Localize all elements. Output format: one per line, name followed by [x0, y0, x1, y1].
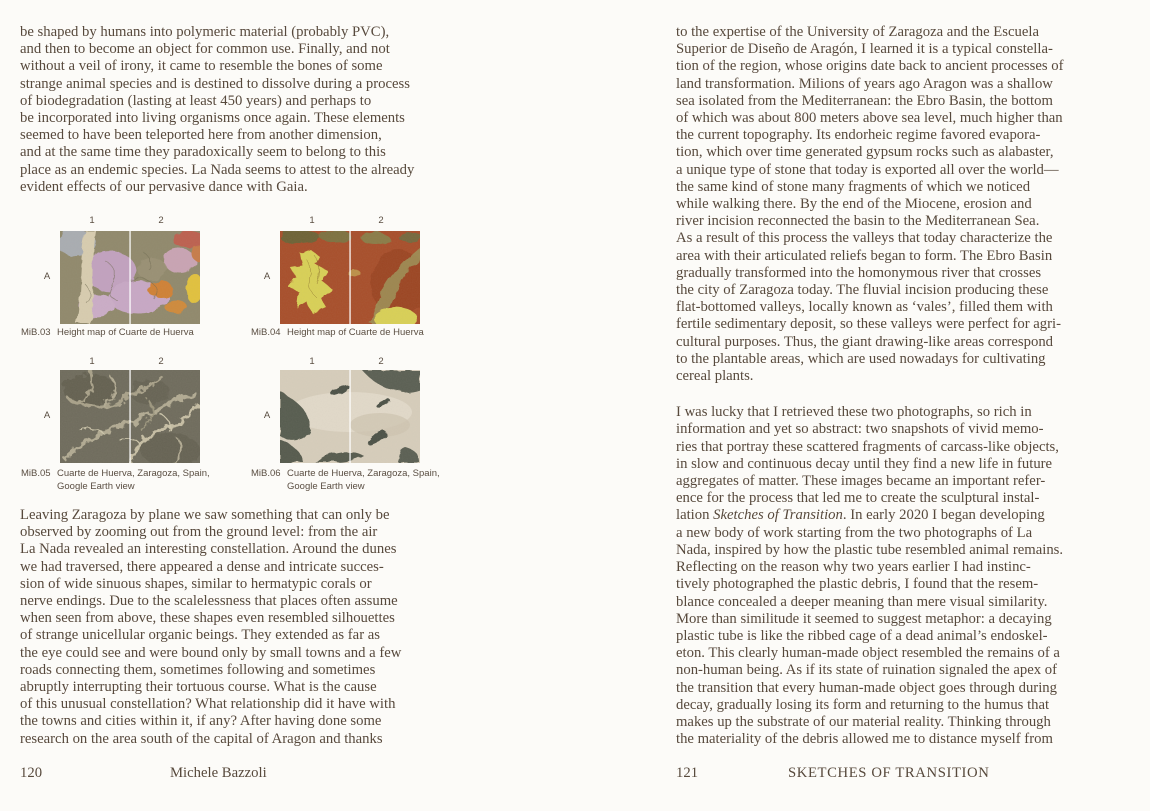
figure1-divider-line — [129, 231, 130, 324]
page-right-column — [676, 24, 1148, 748]
paragraph-right-2: I was lucky that I retrieved these two photographs, so rich in information and yet so abstract: two snapshots of vivid memo- ries that portray these scattered fragments of carcass-like objects, in slow and continuous decay until they find a new life in future aggregates of matter. These images became an important refer- ence for the process that led me to create the sculptural instal- lation Sketches of Transition. In early 2020 I began developing a new body of work starting from the two photographs of La Nada, inspired by how the plastic tube resembled animal remains. Reflecting on the reason why two years earlier I had instinc- tively photographed the plastic debris, I found that the resem- blance concealed a deeper meaning than mere visual similarity. More than similitude it seemed to suggest metaphor: a decaying plastic tube is like the ribbed cage of a dead animal’s endoskel- eton. This clearly human-made object resembled the remains of a non-human being. As if its state of ruination signaled the apex of the transition that every human-made object goes through during decay, gradually losing its form and returning to the humus that makes up the substrate of our material reality. Thinking through the materiality of the debris allowed me to distance myself from — [676, 404, 1064, 748]
figure2-id: MiB.04 — [251, 327, 281, 339]
height-map-image-mib03 — [60, 231, 200, 324]
page-left-column — [20, 24, 492, 748]
paragraph-left-2: Leaving Zaragoza by plane we saw something that can only be observed by zooming out from the ground level: from the air La Nada revealed an interesting constellation. Around the dunes we had traversed, there appeared a dense and intricate succes- sion of wide sinuous shapes, similar to hermatypic corals or nerve endings. Due to the scalelessness that places often assume when seen from above, these shapes even resembled silhouettes of strange unicellular organic beings. They extended as far as the eye could see and were bound only by small towns and a few roads connecting them, sometimes following and sometimes abruptly interrupting their tortuous course. What is the cause of this unusual constellation? What relationship did it have with the towns and cities within it, if any? After having done some research on the area south of the capital of Aragon and thanks — [20, 507, 402, 747]
satellite-image-mib05 — [60, 370, 200, 463]
figure4-column-label-2: 2 — [378, 356, 384, 368]
figure4-divider-line — [349, 370, 350, 463]
figure4-id: MiB.06 — [251, 468, 281, 480]
figure-grid — [20, 196, 492, 507]
figure2-column-label-1: 1 — [309, 215, 315, 227]
figure2-column-label-2: 2 — [378, 215, 384, 227]
figure4-row-label-a: A — [263, 410, 271, 422]
satellite-image-mib06 — [280, 370, 420, 463]
figure1-row-label-a: A — [43, 271, 51, 283]
figure3-column-label-2: 2 — [158, 356, 164, 368]
figure1-column-label-2: 2 — [158, 215, 164, 227]
paragraph-left-1: be shaped by humans into polymeric material (probably PVC), and then to become an object for common use. Finally, and not without a veil of irony, it came to resemble the bones of some strange animal species and is destined to dissolve during a process of biodegradation (lasting at least 450 years) and perhaps to be incorporated into living organisms once again. These elements seemed to have been teleported here from another dimension, and at the same time they paradoxically seem to belong to this place as an endemic species. La Nada seems to attest to the already evident effects of our pervasive dance with Gaia. — [20, 24, 415, 195]
figure3-id: MiB.05 — [21, 468, 51, 480]
paragraph-right-1: to the expertise of the University of Zaragoza and the Escuela Superior de Diseño de Aragón, I learned it is a typical constella- tion of the region, whose origins date back to ancient processes of land transformation. Milions of years ago Aragon was a shallow sea isolated from the Mediterranean: the Ebro Basin, the bottom of which was about 800 meters above sea level, much higher than the current topography. Its endorheic regime favored evapora- tion, which over time generated gypsum rocks such as alabaster, a unique type of stone that today is exported all over the world— the same kind of stone many fragments of which we noticed while walking there. By the end of the Miocene, erosion and river incision reconnected the basin to the Mediterranean Sea. As a result of this process the valleys that today characterize the area with their articulated reliefs began to form. The Ebro Basin gradually transformed into the homonymous river that crosses the city of Zaragoza today. The fluvial incision producing these flat-bottomed valleys, locally known as ‘vales’, filled them with fertile sedimentary deposit, so these valleys were perfect for agri- cultural purposes. Thus, the giant drawing-like areas correspond to the plantable areas, which are used nowadays for cultivating cereal plants. — [676, 24, 1064, 385]
figure1-id: MiB.03 — [21, 327, 51, 339]
figure4-column-label-1: 1 — [309, 356, 315, 368]
running-footer-author: Michele Bazzoli — [170, 765, 267, 781]
figure4-caption: Cuarte de Huerva, Zaragoza, Spain, Google Earth view — [287, 468, 440, 493]
figure3-row-label-a: A — [43, 410, 51, 422]
page-number-left: 120 — [20, 765, 43, 781]
running-footer-title: SKETCHES OF TRANSITION — [788, 765, 990, 781]
figure3-caption: Cuarte de Huerva, Zaragoza, Spain, Google Earth view — [57, 468, 210, 493]
page-number-right: 121 — [676, 765, 699, 781]
figure1-column-label-1: 1 — [89, 215, 95, 227]
figure3-divider-line — [129, 370, 130, 463]
figure3-column-label-1: 1 — [89, 356, 95, 368]
figure2-caption: Height map of Cuarte de Huerva — [287, 327, 424, 339]
height-map-image-mib04 — [280, 231, 420, 324]
figure2-row-label-a: A — [263, 271, 271, 283]
figure1-caption: Height map of Cuarte de Huerva — [57, 327, 194, 339]
figure2-divider-line — [349, 231, 350, 324]
